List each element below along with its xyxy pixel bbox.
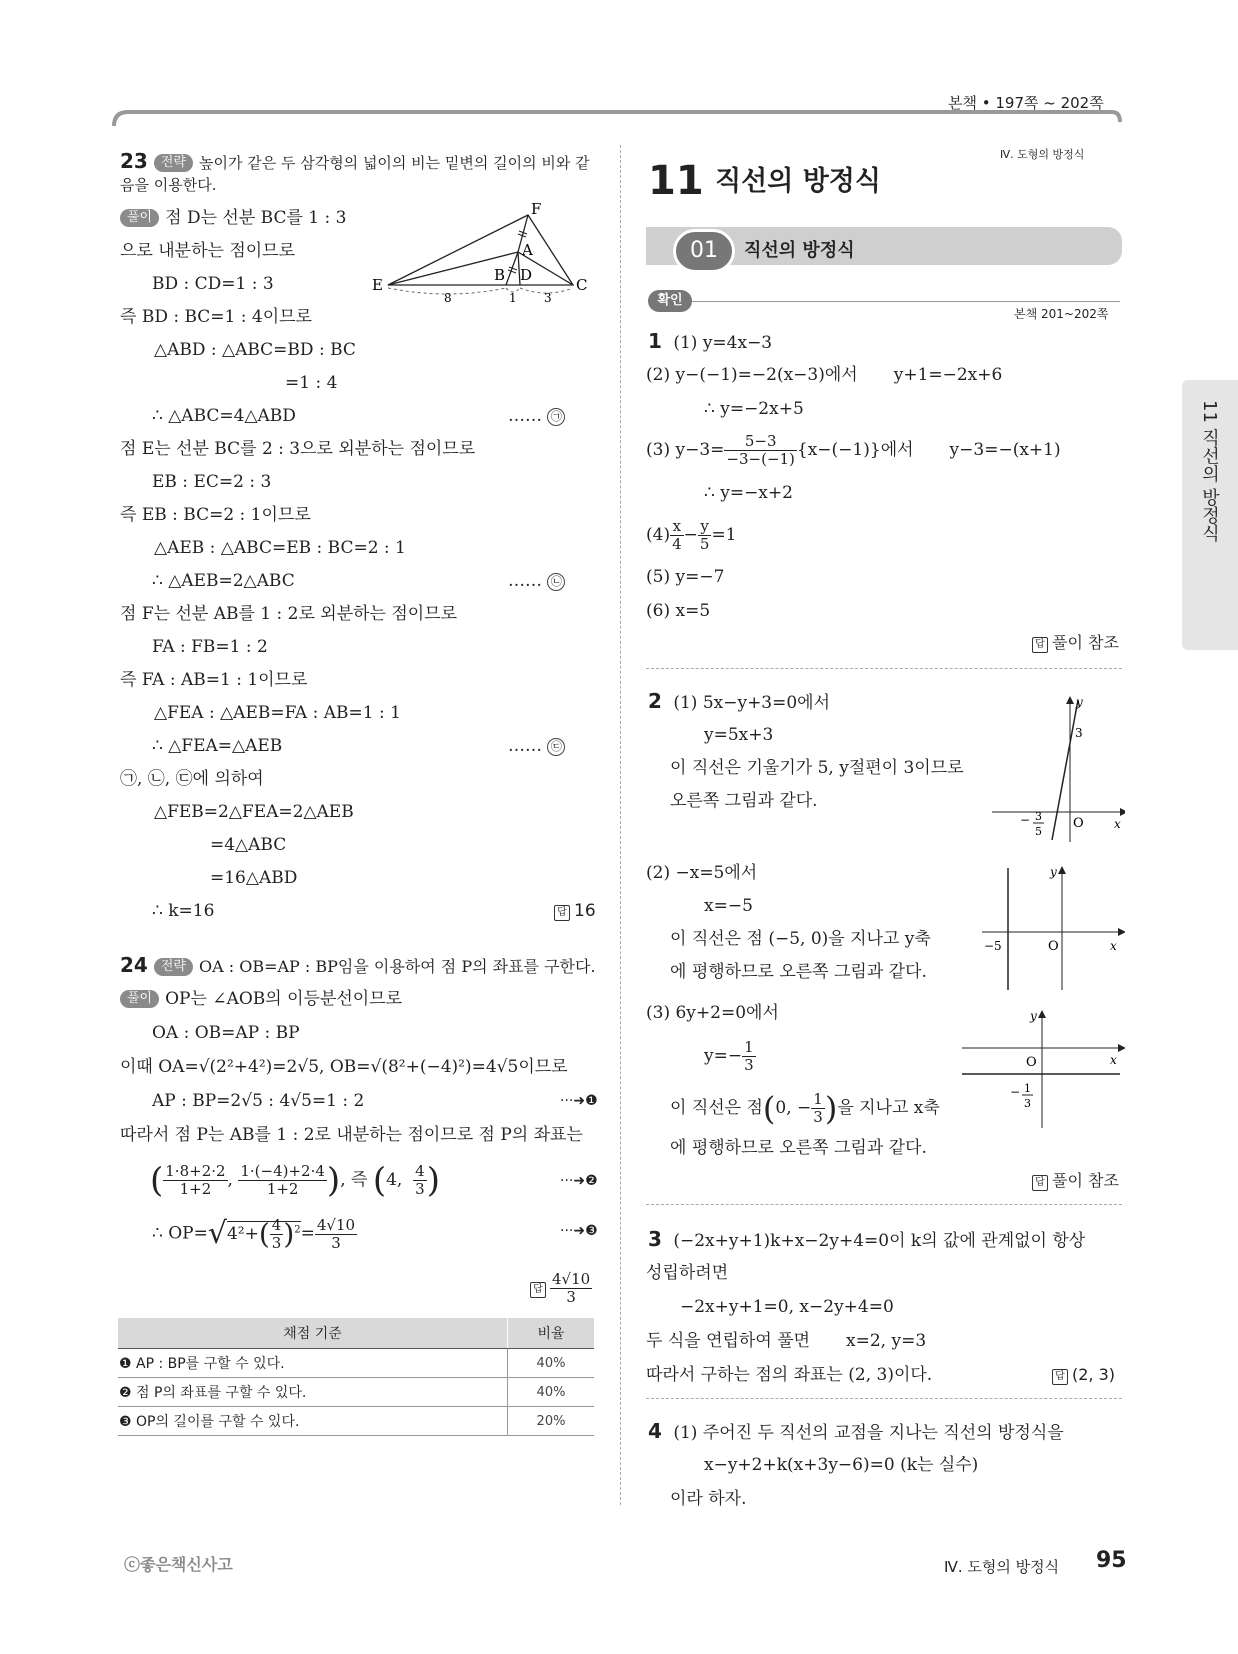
- q1-line-6: (4) $\frac{x}{4}$ − $\frac{y}{5}$ =1: [646, 517, 737, 553]
- p24-line-1: 풀이 OP는 ∠AOB의 이등분선이므로: [120, 988, 402, 1010]
- q4-line-3: 이라 하자.: [670, 1489, 747, 1509]
- p23-line-20: =4△ABC: [210, 835, 287, 855]
- q1-line-1: 1 (1) y=4x−3: [648, 329, 773, 353]
- p23-line-9: EB : EC=2 : 3: [152, 472, 272, 492]
- p23-line-22: ∴ k=16: [152, 901, 215, 921]
- page-number: 95: [1096, 1548, 1127, 1573]
- q2-line-6: x=−5: [704, 896, 753, 916]
- q1-line-8: (6) x=5: [646, 601, 711, 621]
- fig-label-f: F: [531, 200, 542, 218]
- graph1-y-intercept: 3: [1075, 726, 1083, 740]
- score-header-criteria: 채점 기준: [118, 1318, 508, 1349]
- graph3-frac-n: 1: [1024, 1082, 1031, 1095]
- p23-strategy: [120, 150, 590, 174]
- q2-line-2: y=5x+3: [704, 725, 774, 745]
- graph1-x-label: x: [1114, 817, 1121, 831]
- q3-line-1: 3 (−2x+y+1)k+x−2y+4=0이 k의 값에 관계없이 항상: [648, 1227, 1086, 1251]
- graph2-y-label: y: [1050, 865, 1057, 879]
- p23-line-21: =16△ABD: [210, 868, 298, 888]
- graph2-x-intercept: −5: [984, 939, 1002, 953]
- p24-line-3: 이때 OA=√(2²+4²)=2√5, OB=√(8²+(−4)²)=4√5이므로: [120, 1057, 568, 1077]
- table-row: ❸ OP의 길이를 구할 수 있다. 20%: [118, 1407, 594, 1436]
- p23-line-11: △AEB : △ABC=EB : BC=2 : 1: [154, 538, 406, 558]
- check-page-ref: 본책 201~202쪽: [1014, 307, 1109, 321]
- q-divider-3: [646, 1398, 1122, 1399]
- p24-step-1: ···➜❶: [560, 1093, 598, 1109]
- graph3-origin: O: [1026, 1055, 1037, 1070]
- q2-line-8: 에 평행하므로 오른쪽 그림과 같다.: [670, 962, 927, 982]
- graph2-origin: O: [1048, 939, 1059, 954]
- q1-line-3: ∴ y=−2x+5: [704, 399, 804, 419]
- p23-line-3: BD : CD=1 : 3: [152, 274, 274, 294]
- q2-graph-3: [960, 1006, 1125, 1131]
- q1-line-2: (2) y−(−1)=−2(x−3)에서 y+1=−2x+6: [646, 365, 1003, 385]
- p23-line-19: △FEB=2△FEA=2△AEB: [154, 802, 354, 822]
- fig-label-b: B: [494, 266, 506, 284]
- p23-strategy-line2: 음을 이용한다.: [120, 176, 217, 194]
- p23-line-4: 즉 BD : BC=1 : 4이므로: [120, 307, 312, 327]
- p23-line-17: ∴ △FEA=△AEB: [152, 736, 283, 756]
- graph1-minus: −: [1020, 813, 1031, 827]
- p24-line-4: AP : BP=2√5 : 4√5=1 : 2: [152, 1091, 365, 1111]
- q2-line-5: (2) −x=5에서: [646, 863, 758, 883]
- side-chapter-tab[interactable]: [1182, 380, 1238, 650]
- q3-line-3: −2x+y+1=0, x−2y+4=0: [680, 1297, 894, 1317]
- graph3-x-label: x: [1110, 1053, 1117, 1067]
- q3-line-5: 따라서 구하는 점의 좌표는 (2, 3)이다.: [646, 1365, 933, 1385]
- q1-answer: 답 풀이 참조: [1032, 632, 1119, 654]
- p23-mark-2: …… ㉡: [508, 570, 565, 592]
- graph1-frac-d: 5: [1035, 825, 1042, 838]
- header-rule: [112, 108, 1122, 128]
- q2-graph-1: [990, 692, 1125, 844]
- check-rule: [692, 301, 1120, 302]
- q2-line-12: 에 평행하므로 오른쪽 그림과 같다.: [670, 1138, 927, 1158]
- solution-badge-24: 풀이: [120, 990, 159, 1008]
- strategy-badge-24: 전략: [154, 958, 193, 976]
- scoring-table: [118, 1318, 594, 1436]
- q2-graph-2: [980, 862, 1125, 992]
- p23-number: 23: [120, 149, 148, 173]
- graph3-minus: −: [1010, 1085, 1021, 1099]
- p24-strategy: [120, 954, 596, 978]
- p23-line-10: 즉 EB : BC=2 : 1이므로: [120, 505, 311, 525]
- q1-line-7: (5) y=−7: [646, 567, 725, 587]
- p24-answer: 답 $\frac{4√10}{3}$: [530, 1268, 592, 1308]
- p23-line-5: △ABD : △ABC=BD : BC: [154, 340, 356, 360]
- p24-line-2: OA : OB=AP : BP: [152, 1023, 300, 1043]
- side-tab-label: 11 직선의 방정식: [1199, 400, 1220, 543]
- graph3-frac-d: 3: [1024, 1097, 1031, 1110]
- page-ref: 본책 • 197쪽 ~ 202쪽: [948, 94, 1104, 112]
- q2-line-1: 2 (1) 5x−y+3=0에서: [648, 689, 831, 713]
- fig-edge-1: 1: [509, 291, 517, 305]
- q-divider-1: [646, 668, 1122, 669]
- p23-line-13: 점 F는 선분 AB를 1 : 2로 외분하는 점이므로: [120, 604, 458, 624]
- fig-label-e: E: [372, 276, 383, 294]
- p23-line-14: FA : FB=1 : 2: [152, 637, 268, 657]
- p24-number: 24: [120, 953, 148, 977]
- p24-line-5: 따라서 점 P는 AB를 1 : 2로 내분하는 점이므로 점 P의 좌표는: [120, 1125, 583, 1145]
- footer-publisher: ⓒ좋은책신사고: [124, 1555, 233, 1574]
- q4-line-1: 4 (1) 주어진 두 직선의 교점을 지나는 직선의 방정식을: [648, 1419, 1064, 1443]
- p23-line-12: ∴ △AEB=2△ABC: [152, 571, 295, 591]
- chapter-title: [648, 158, 881, 204]
- p23-line-1: 풀이 점 D는 선분 BC를 1 : 3: [120, 207, 346, 229]
- fig-label-c: C: [576, 276, 588, 294]
- graph1-origin: O: [1073, 816, 1084, 831]
- chapter-title-text: 직선의 방정식: [715, 166, 881, 197]
- p23-mark-1: …… ㉠: [508, 405, 565, 427]
- graph1-y-label: y: [1076, 695, 1083, 709]
- fig-edge-3: 3: [544, 291, 552, 305]
- p23-line-6: =1 : 4: [285, 373, 338, 393]
- graph3-y-label: y: [1030, 1009, 1037, 1023]
- q2-line-11: 이 직선은 점(0, − $\frac{1}{3}$ )을 지나고 x축: [670, 1089, 940, 1128]
- p24-step-3: ···➜❸: [560, 1223, 598, 1239]
- p23-line-8: 점 E는 선분 BC를 2 : 3으로 외분하는 점이므로: [120, 439, 476, 459]
- p23-line-15: 즉 FA : AB=1 : 1이므로: [120, 670, 308, 690]
- chapter-number: 11: [648, 158, 704, 204]
- q4-line-2: x−y+2+k(x+3y−6)=0 (k는 실수): [704, 1455, 979, 1475]
- q3-line-2: 성립하려면: [646, 1263, 729, 1283]
- fig-label-a: A: [522, 241, 533, 259]
- q2-line-4: 오른쪽 그림과 같다.: [670, 791, 818, 811]
- p23-mark-3: …… ㉢: [508, 735, 565, 757]
- p23-line-16: △FEA : △AEB=FA : AB=1 : 1: [154, 703, 401, 723]
- q2-line-10: y=− $\frac{1}{3}$: [704, 1038, 754, 1074]
- column-divider: [620, 145, 621, 1505]
- q2-line-3: 이 직선은 기울기가 5, y절편이 3이므로: [670, 758, 964, 778]
- q3-line-4: 두 식을 연립하여 풀면 x=2, y=3: [646, 1331, 927, 1351]
- table-row: ❷ 점 P의 좌표를 구할 수 있다. 40%: [118, 1378, 594, 1407]
- solution-badge: 풀이: [120, 209, 159, 227]
- section-number-badge: 01: [673, 229, 735, 273]
- q2-line-9: (3) 6y+2=0에서: [646, 1003, 779, 1023]
- p24-strategy-text: OA : OB=AP : BP임을 이용하여 점 P의 좌표를 구한다.: [198, 957, 596, 976]
- q1-line-4: (3) y−3= $\frac{5-3}{-3-(-1)}$ {x−(−1)}에서 y−3=−(x+1): [646, 432, 1061, 468]
- unit-label: Ⅳ. 도형의 방정식: [1000, 148, 1085, 161]
- p24-step-2: ···➜❷: [560, 1173, 598, 1189]
- p23-line-18: ㉠, ㉡, ㉢에 의하여: [120, 769, 264, 789]
- p23-answer: 답 16: [554, 900, 596, 922]
- q3-answer: 답 (2, 3): [1052, 1364, 1115, 1386]
- q1-line-5: ∴ y=−x+2: [704, 483, 793, 503]
- p23-line-2: 으로 내분하는 점이므로: [120, 241, 296, 261]
- p24-line-7: ∴ OP=√4²+( $\frac{4}{3}$ )$^2$= $\frac{4√10}{3}$: [152, 1215, 356, 1252]
- p23-triangle-figure: [368, 200, 598, 305]
- graph1-frac-n: 3: [1035, 810, 1042, 823]
- check-badge: 확인: [648, 290, 692, 312]
- p23-line-7: ∴ △ABC=4△ABD: [152, 406, 296, 426]
- fig-label-d: D: [520, 266, 533, 284]
- fig-edge-8: 8: [444, 291, 452, 305]
- score-header-ratio: 비율: [508, 1318, 595, 1349]
- section-title: 직선의 방정식: [744, 240, 855, 261]
- p23-strategy-text-1: 높이가 같은 두 삼각형의 넓이의 비는 밑변의 길이의 비와 같: [198, 154, 590, 172]
- q2-line-7: 이 직선은 점 (−5, 0)을 지나고 y축: [670, 929, 931, 949]
- p24-line-6: ( $\frac{1\cdot 8+2\cdot 2}{1+2}$ , $\frac{1\cdot(-4)+2\cdot 4}{1+2}$ ), 즉 (4, $\frac{4}{3}$ ): [150, 1160, 440, 1201]
- q-divider-2: [646, 1204, 1122, 1205]
- table-row: ❶ AP : BP를 구할 수 있다. 40%: [118, 1349, 594, 1378]
- q2-answer: 답 풀이 참조: [1032, 1170, 1119, 1192]
- strategy-badge: 전략: [154, 154, 193, 172]
- footer-unit: Ⅳ. 도형의 방정식: [944, 1558, 1060, 1576]
- graph2-x-label: x: [1110, 939, 1117, 953]
